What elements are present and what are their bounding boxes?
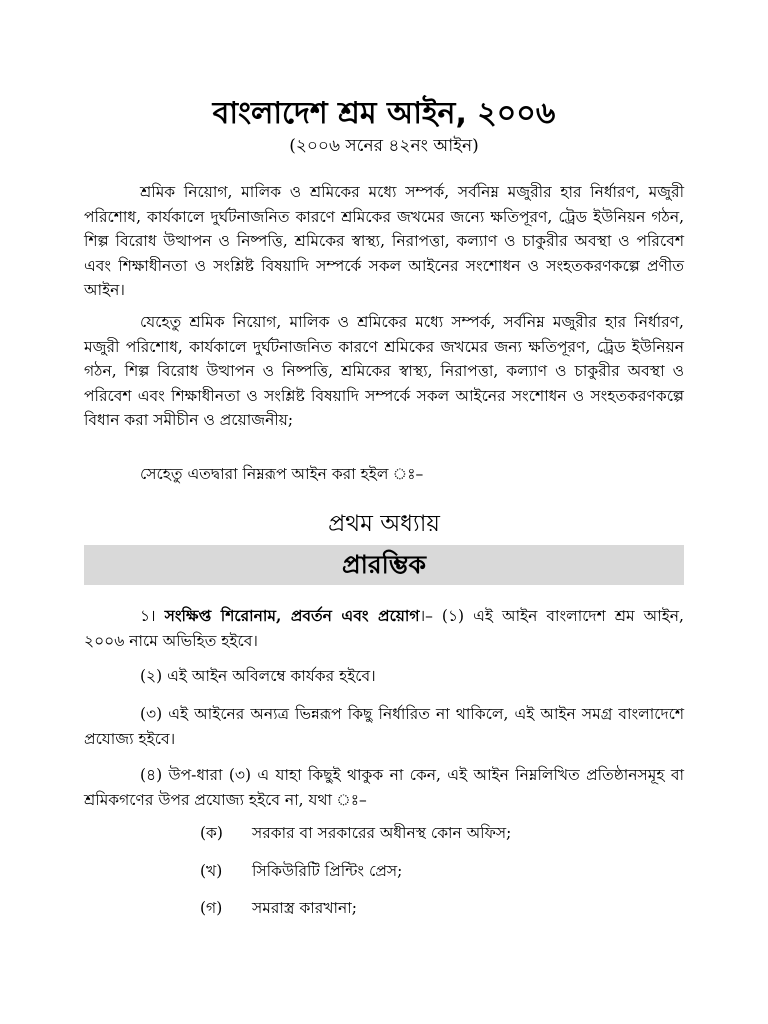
list-text: সমরাস্ত্র কারখানা;	[252, 899, 357, 917]
subsection-2: (২) এই আইন অবিলম্বে কার্যকর হইবে।	[140, 667, 376, 685]
section-1	[84, 604, 684, 653]
section-1-number: ১।	[140, 607, 165, 625]
list-text: সিকিউরিটি প্রিন্টিং প্রেস;	[252, 862, 403, 880]
list-marker: (গ)	[200, 899, 223, 917]
list-item	[200, 821, 680, 845]
act-number: (২০০৬ সনের ৪২নং আইন)	[289, 136, 479, 156]
subsection-3: (৩) এই আইনের অন্যত্র ভিন্নরূপ কিছু নির্ধারিত না থাকিলে, এই আইন সমগ্র বাংলাদেশে প্রযোজ্য হইবে।	[84, 705, 684, 748]
list-item	[200, 859, 680, 883]
section-1-text: ।– (১) এই আইন বাংলাদেশ শ্রম আইন, ২০০৬ নামে অভিহিত হইবে।	[84, 607, 684, 650]
act-title: বাংলাদেশ শ্রম আইন, ২০০৬	[212, 96, 556, 131]
list-marker: (ক)	[200, 824, 223, 842]
list-text: সরকার বা সরকারের অধীনস্থ কোন অফিস;	[252, 824, 512, 842]
list-marker: (খ)	[200, 862, 223, 880]
chapter-number: প্রথম অধ্যায়	[328, 511, 440, 537]
chapter-heading-band	[84, 545, 684, 585]
subsection-4: (৪) উপ-ধারা (৩) এ যাহা কিছুই থাকুক না কেন, এই আইন নিম্নলিখিত প্রতিষ্ঠানসমূহ বা শ্রমিকগণের উপর প্রযোজ্য হইবে না, যথা ঃ–	[84, 766, 684, 809]
section-1-heading: সংক্ষিপ্ত শিরোনাম, প্রবর্তন এবং প্রয়োগ	[164, 606, 420, 625]
preamble-enactment: সেহেতু এতদ্বারা নিম্নরূপ আইন করা হইল ঃ–	[140, 465, 424, 483]
preamble-purpose: শ্রমিক নিয়োগ, মালিক ও শ্রমিকের মধ্যে সম্পর্ক, সর্বনিম্ন মজুরীর হার নির্ধারণ, মজুরী পরিশোধ, কার্যকালে দুর্ঘটনাজনিত কারণে শ্রমিকের জখমের জন্যে ক্ষতিপূরণ, ট্রেড ইউনিয়ন গঠন, শিল্প বিরোধ উত্থাপন ও নিষ্পত্তি, শ্রমিকের স্বাস্থ্য, নিরাপত্তা, কল্যাণ ও চাকুরীর অবস্থা ও পরিবেশ এবং শিক্ষাধীনতা ও সংশ্লিষ্ট বিষয়াদি সম্পর্কে সকল আইনের সংশোধন ও সংহতকরণকল্পে প্রণীত আইন।	[84, 183, 684, 299]
preamble-whereas: যেহেতু শ্রমিক নিয়োগ, মালিক ও শ্রমিকের মধ্যে সম্পর্ক, সর্বনিম্ন মজুরীর হার নির্ধারণ, মজুরী পরিশোধ, কার্যকালে দুর্ঘটনাজনিত কারণে শ্রমিকের জখমের জন্য ক্ষতিপূরণ, ট্রেড ইউনিয়ন গঠন, শিল্প বিরোধ উত্থাপন ও নিষ্পত্তি, শ্রমিকের স্বাস্থ্য, নিরাপত্তা, কল্যাণ ও চাকুরীর অবস্থা ও পরিবেশ এবং শিক্ষাধীনতা ও সংশ্লিষ্ট বিষয়াদি সম্পর্কে সকল আইনের সংশোধন ও সংহতকরণকল্পে বিধান করা সমীচীন ও প্রয়োজনীয়;	[84, 313, 684, 429]
list-item	[200, 896, 680, 920]
chapter-name: প্রারম্ভিক	[341, 550, 427, 579]
